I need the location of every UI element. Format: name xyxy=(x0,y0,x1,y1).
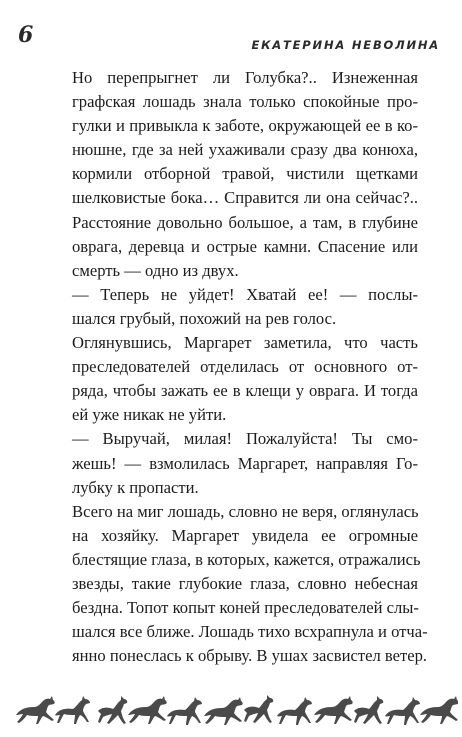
text-line: ряда, чтобы зажать ее в клещи у оврага. И тогда xyxy=(72,381,418,401)
text-line: ей уже никак не уйти. xyxy=(72,405,227,425)
text-line: преследователей отделилась от основного от- xyxy=(72,357,418,377)
text-body xyxy=(72,66,428,668)
paragraph xyxy=(72,500,428,669)
text-line: шался грубый, похожий на рев голос. xyxy=(72,308,337,328)
text-line: оврага, деревца и острые камни. Спасение или xyxy=(72,236,418,256)
paragraph xyxy=(72,427,418,499)
text-line: бездна. Топот копыт коней преследователей слы- xyxy=(72,598,419,618)
text-line: лубку к пропасти. xyxy=(72,477,199,497)
paragraph xyxy=(72,283,418,331)
text-line: — Выручай, милая! Пожалуйста! Ты смо- xyxy=(72,429,418,449)
text-line: гулки и привыкла к заботе, окружающей ее в ко- xyxy=(72,116,418,136)
text-line: кормили отборной травой, чистили щетками xyxy=(72,164,418,184)
text-line: Расстояние довольно большое, а там, в глубине xyxy=(72,212,418,232)
text-line: янно понеслась к обрыву. В ушах засвистел ветер. xyxy=(72,646,428,666)
text-line: на хозяйку. Маргарет увидела ее огромные xyxy=(72,525,418,545)
text-line: — Теперь не уйдет! Хватай ее! — послы- xyxy=(72,284,418,304)
paragraph xyxy=(72,331,418,427)
horse-border-icon xyxy=(10,689,458,729)
text-line: Но перепрыгнет ли Голубка?.. Изнеженная xyxy=(72,68,418,87)
text-line: нюшне, где за ней ухаживали сразу два конюха, xyxy=(72,140,418,160)
page-number: 6 xyxy=(18,22,34,48)
text-line: шелковистые бока… Справится ли она сейчас?.. xyxy=(72,188,418,208)
text-line: шался все ближе. Лошадь тихо всхрапнула и отча- xyxy=(72,622,428,642)
paragraph xyxy=(72,66,418,283)
text-line: жешь! — взмолилась Маргарет, направляя Го- xyxy=(72,453,418,473)
running-head-author: ЕКАТЕРИНА НЕВОЛИНА xyxy=(251,38,440,52)
text-line: блестящие глаза, в которых, кажется, отражались xyxy=(72,549,421,569)
text-line: Всего на миг лошадь, словно не веря, оглянулась xyxy=(72,501,419,521)
text-line: смерть — одно из двух. xyxy=(72,260,239,280)
text-line: Оглянувшись, Маргарет заметила, что часть xyxy=(72,333,418,353)
text-line: звезды, такие глубокие глаза, словно небесная xyxy=(72,573,418,593)
text-line: графская лошадь знала только спокойные про- xyxy=(72,92,418,112)
